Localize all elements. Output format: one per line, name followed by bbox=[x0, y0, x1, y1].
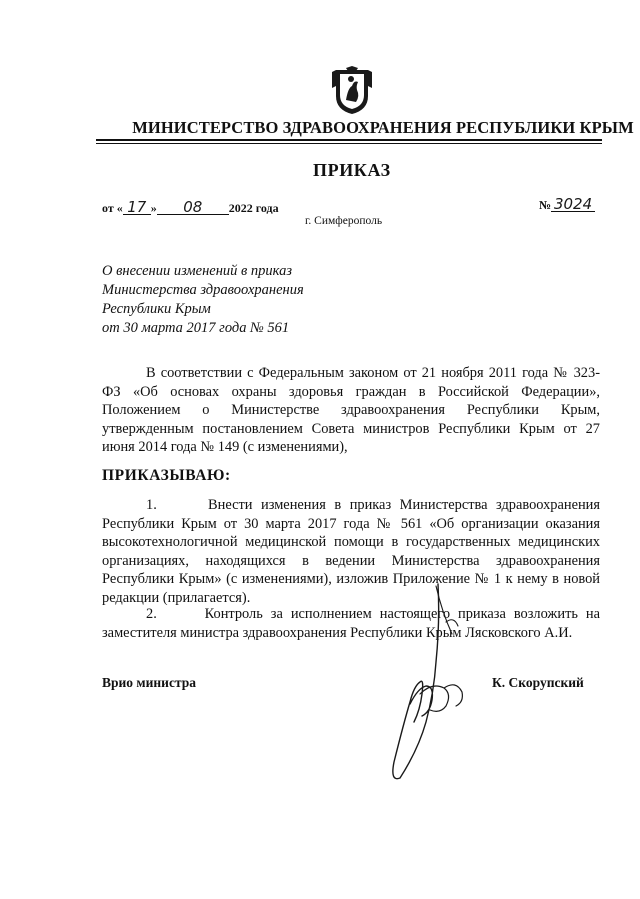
date-month: 08 bbox=[157, 200, 229, 215]
handwritten-signature bbox=[360, 582, 510, 782]
number-line bbox=[539, 197, 595, 213]
subject-line: от 30 марта 2017 года № 561 bbox=[102, 320, 290, 336]
signatory-name: К. Скорупский bbox=[492, 675, 584, 690]
date-mid: » bbox=[150, 201, 157, 215]
order-item: 2. Контроль за исполнением настоящего приказа возложить на заместителя министра здравоохранения Республики Крым Лясковского А.И. bbox=[102, 606, 600, 641]
ministry-name: МИНИСТЕРСТВО ЗДРАВООХРАНЕНИЯ РЕСПУБЛИКИ КРЫМ bbox=[132, 118, 634, 137]
number-prefix: № bbox=[539, 198, 552, 212]
date-prefix: от « bbox=[102, 201, 123, 215]
subject-line: О внесении изменений в приказ bbox=[102, 263, 293, 279]
header-rule-thick bbox=[96, 139, 602, 141]
document-number: 3024 bbox=[551, 197, 595, 212]
header-rule-thin bbox=[96, 143, 602, 144]
city: г. Симферополь bbox=[305, 215, 383, 227]
preamble-paragraph: В соответствии с Федеральным законом от 21 ноября 2011 года № 323-ФЗ «Об основах охраны здоровья граждан в Российской Федерации», Положением о Министерстве здравоохранения Республики Крым, утвержденным постановлением Совета министров Республики Крым от 27 июня 2014 года № 149 (с изменениями), bbox=[102, 365, 600, 456]
subject-line: Республики Крым bbox=[102, 301, 211, 317]
order-word: ПРИКАЗЫВАЮ: bbox=[102, 467, 231, 484]
date-day: 17 bbox=[123, 200, 151, 215]
crimea-coat-of-arms-icon bbox=[330, 66, 374, 116]
subject-line: Министерства здравоохранения bbox=[102, 282, 304, 298]
date-suffix: 2022 года bbox=[228, 201, 279, 215]
document-title: ПРИКАЗ bbox=[313, 160, 391, 180]
signatory-role: Врио министра bbox=[102, 675, 196, 690]
subject-block bbox=[102, 262, 402, 338]
date-line bbox=[102, 200, 279, 216]
order-item: 1. Внести изменения в приказ Министерства здравоохранения Республики Крым от 30 марта 2017 года № 561 «Об организации оказания высокотехнологичной медицинской помощи в государственных медицинских организациях, находящихся в ведении Министерства здравоохранения Республики Крым» (с изменениями), изложив Приложение № 1 к нему в новой редакции (прилагается). bbox=[102, 497, 600, 606]
